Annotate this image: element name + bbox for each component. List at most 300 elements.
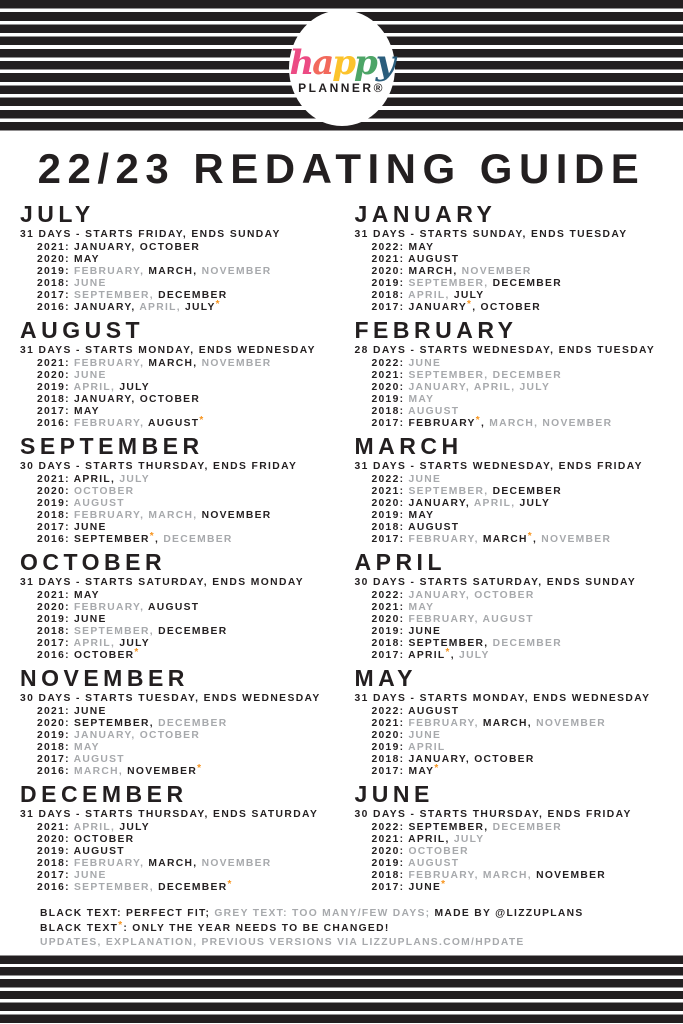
- comma: ,: [131, 394, 140, 405]
- year-label: 2017:: [37, 290, 74, 301]
- year-label: 2020:: [371, 382, 409, 393]
- month-subtitle: 31 DAYS - STARTS WEDNESDAY, ENDS FRIDAY: [354, 461, 643, 472]
- logo-letter: a: [312, 43, 333, 83]
- comma: ,: [474, 870, 483, 881]
- month-entry: APRIL: [73, 638, 112, 649]
- year-label: 2018:: [37, 742, 74, 753]
- year-label: 2020:: [37, 254, 74, 265]
- year-row: [355, 754, 676, 766]
- comma: ,: [450, 650, 460, 661]
- year-label: 2018:: [37, 626, 74, 637]
- year-row: [20, 846, 341, 858]
- month-section-august: [20, 318, 341, 430]
- month-entry: AUGUST: [408, 406, 460, 417]
- month-entry: NOVEMBER: [542, 418, 613, 429]
- comma: ,: [484, 486, 493, 497]
- year-row: [20, 278, 341, 290]
- month-entry: OCTOBER: [474, 754, 535, 765]
- comma: ,: [465, 590, 475, 601]
- right-column: [355, 202, 676, 898]
- year-label: 2021:: [37, 358, 74, 369]
- year-row: [355, 614, 676, 626]
- month-entry: JUNE: [408, 358, 442, 369]
- month-entry: SEPTEMBER: [408, 278, 485, 289]
- year-row: [355, 846, 676, 858]
- month-entry: MAY: [74, 254, 100, 265]
- month-entry: OCTOBER: [408, 846, 469, 857]
- year-label: 2019:: [37, 846, 74, 857]
- month-entry: MAY: [408, 602, 435, 613]
- year-row: [355, 822, 676, 834]
- month-subtitle: 31 DAYS - STARTS SATURDAY, ENDS MONDAY: [20, 577, 304, 588]
- year-row: [355, 763, 676, 778]
- year-label: 2020:: [37, 718, 74, 729]
- happy-planner-logo: [289, 10, 395, 126]
- comma: ,: [154, 534, 164, 545]
- month-subtitle: 30 DAYS - STARTS THURSDAY, ENDS FRIDAY: [20, 461, 298, 472]
- year-row: [20, 822, 341, 834]
- year-row: [355, 242, 676, 254]
- year-label: 2017:: [371, 302, 409, 313]
- changed-year-star: *: [441, 879, 447, 890]
- month-entry: NOVEMBER: [541, 534, 612, 545]
- year-row: [355, 510, 676, 522]
- month-entry: APRIL: [73, 822, 112, 833]
- year-row: [355, 474, 676, 486]
- changed-year-star: *: [134, 647, 140, 658]
- month-entry: APRIL: [408, 290, 446, 301]
- comma: ,: [534, 418, 543, 429]
- month-entry: MARCH: [148, 858, 194, 869]
- comma: ,: [149, 290, 159, 301]
- month-entry: JULY: [185, 302, 216, 313]
- month-heading: AUGUST: [20, 317, 145, 343]
- month-entry: JANUARY: [408, 498, 466, 509]
- year-row: [20, 590, 341, 602]
- month-entry: JUNE: [408, 474, 442, 485]
- month-entry: DECEMBER: [492, 638, 562, 649]
- month-subtitle: 31 DAYS - STARTS SUNDAY, ENDS TUESDAY: [354, 229, 628, 240]
- year-label: 2017:: [371, 882, 409, 893]
- month-heading: MAY: [354, 665, 417, 691]
- comma: ,: [465, 382, 474, 393]
- month-entry: NOVEMBER: [536, 870, 606, 881]
- year-row: [20, 498, 341, 510]
- year-label: 2019:: [37, 382, 74, 393]
- year-label: 2016:: [37, 418, 74, 429]
- year-label: 2016:: [37, 650, 74, 661]
- changed-year-star: *: [475, 415, 481, 426]
- month-entry: JUNE: [408, 882, 442, 893]
- month-subtitle: 31 DAYS - STARTS THURSDAY, ENDS SATURDAY: [20, 809, 319, 820]
- year-label: 2016:: [37, 534, 74, 545]
- month-entry: FEBRUARY: [408, 718, 475, 729]
- year-row: [355, 486, 676, 498]
- month-entry: JANUARY: [408, 302, 467, 313]
- month-entry: DECEMBER: [163, 534, 233, 545]
- year-row: [20, 647, 341, 662]
- month-section-october: [20, 550, 341, 662]
- year-row: [20, 754, 341, 766]
- month-entry: NOVEMBER: [201, 358, 272, 369]
- year-row: [355, 394, 676, 406]
- month-entry: JANUARY: [408, 382, 466, 393]
- year-label: 2020:: [371, 846, 409, 857]
- year-row: [20, 415, 341, 430]
- changed-year-star: *: [199, 415, 205, 426]
- month-heading: OCTOBER: [20, 549, 167, 575]
- month-entry: NOVEMBER: [201, 858, 272, 869]
- legend-segment: UPDATES, EXPLANATION, PREVIOUS VERSIONS VIA LIZZUPLANS.COM/HPDATE: [40, 937, 525, 948]
- year-row: [355, 370, 676, 382]
- month-entry: MAY: [408, 394, 435, 405]
- month-section-july: [20, 202, 341, 314]
- month-entry: AUGUST: [73, 498, 125, 509]
- logo-happy-script: [289, 43, 394, 83]
- month-entry: APRIL: [473, 382, 512, 393]
- month-entry: OCTOBER: [139, 242, 201, 253]
- year-label: 2017:: [37, 522, 74, 533]
- changed-year-star: *: [149, 531, 155, 542]
- year-label: 2019:: [371, 626, 409, 637]
- year-row: [20, 638, 341, 650]
- year-row: [20, 510, 341, 522]
- month-entry: AUGUST: [73, 846, 125, 857]
- month-entry: NOVEMBER: [127, 766, 198, 777]
- month-heading: FEBRUARY: [354, 317, 518, 343]
- year-row: [20, 522, 341, 534]
- year-label: 2021:: [371, 718, 409, 729]
- year-label: 2019:: [37, 730, 74, 741]
- year-label: 2017:: [37, 638, 74, 649]
- year-label: 2018:: [37, 394, 74, 405]
- month-entry: OCTOBER: [474, 590, 535, 601]
- month-entry: JULY: [519, 382, 551, 393]
- month-heading: MARCH: [354, 433, 463, 459]
- year-label: 2017:: [371, 418, 409, 429]
- year-row: [355, 358, 676, 370]
- year-row: [20, 870, 341, 882]
- month-entry: DECEMBER: [492, 370, 562, 381]
- month-entry: OCTOBER: [74, 834, 135, 845]
- year-row: [355, 590, 676, 602]
- month-entry: DECEMBER: [492, 822, 562, 833]
- year-row: [355, 266, 676, 278]
- year-row: [355, 706, 676, 718]
- month-entry: DECEMBER: [492, 486, 562, 497]
- year-row: [355, 638, 676, 650]
- comma: ,: [465, 498, 474, 509]
- year-row: [20, 531, 341, 546]
- year-row: [355, 406, 676, 418]
- striped-banner-bottom: [0, 952, 683, 1024]
- logo-letter: p: [332, 43, 354, 83]
- month-heading: JUNE: [354, 781, 434, 807]
- month-entry: APRIL: [408, 650, 446, 661]
- month-entry: AUGUST: [408, 706, 460, 717]
- year-label: 2021:: [371, 486, 409, 497]
- month-entry: NOVEMBER: [201, 510, 272, 521]
- month-entry: MAY: [74, 406, 100, 417]
- year-label: 2022:: [371, 822, 409, 833]
- year-row: [20, 486, 341, 498]
- year-row: [20, 382, 341, 394]
- legend-star: *: [118, 919, 124, 931]
- month-entry: NOVEMBER: [201, 266, 272, 277]
- month-entry: SEPTEMBER: [74, 534, 150, 545]
- month-subtitle: 28 DAYS - STARTS WEDNESDAY, ENDS TUESDAY: [354, 345, 656, 356]
- comma: ,: [193, 266, 202, 277]
- year-label: 2021:: [37, 474, 74, 485]
- year-label: 2017:: [371, 766, 409, 777]
- legend-segment: MADE BY @LIZZUPLANS: [434, 908, 584, 919]
- legend-segment: BLACK TEXT: PERFECT FIT;: [40, 908, 215, 919]
- year-row: [355, 498, 676, 510]
- logo-letter: p: [354, 43, 376, 83]
- legend-segment: BLACK TEXT: [40, 922, 119, 934]
- comma: ,: [140, 510, 149, 521]
- month-entry: MARCH: [482, 870, 528, 881]
- month-entry: DECEMBER: [158, 626, 228, 637]
- year-label: 2021:: [371, 834, 409, 845]
- comma: ,: [140, 602, 149, 613]
- year-label: 2021:: [371, 254, 409, 265]
- month-entry: NOVEMBER: [536, 718, 606, 729]
- year-label: 2016:: [37, 882, 74, 893]
- year-label: 2018:: [371, 522, 409, 533]
- year-row: [20, 394, 341, 406]
- month-entry: AUGUST: [482, 614, 534, 625]
- year-label: 2022:: [371, 474, 409, 485]
- year-label: 2020:: [37, 486, 74, 497]
- year-row: [355, 858, 676, 870]
- year-label: 2019:: [37, 614, 74, 625]
- comma: ,: [149, 626, 159, 637]
- year-label: 2021:: [371, 602, 409, 613]
- year-row: [20, 614, 341, 626]
- comma: ,: [111, 638, 120, 649]
- year-label: 2017:: [371, 534, 409, 545]
- year-row: [20, 254, 341, 266]
- year-row: [355, 299, 676, 314]
- month-entry: MARCH: [482, 534, 528, 545]
- comma: ,: [527, 870, 537, 881]
- comma: ,: [131, 730, 140, 741]
- month-entry: AUGUST: [408, 254, 460, 265]
- month-heading: SEPTEMBER: [20, 433, 204, 459]
- month-entry: FEBRUARY: [74, 858, 141, 869]
- month-entry: JULY: [453, 290, 485, 301]
- year-label: 2020:: [37, 370, 74, 381]
- month-entry: MAY: [408, 242, 435, 253]
- year-label: 2019:: [37, 498, 74, 509]
- year-label: 2020:: [371, 266, 409, 277]
- year-row: [20, 299, 341, 314]
- comma: ,: [511, 382, 520, 393]
- legend-line: [40, 907, 683, 922]
- month-entry: FEBRUARY: [408, 534, 475, 545]
- comma: ,: [445, 834, 454, 845]
- year-label: 2018:: [37, 278, 74, 289]
- month-section-september: [20, 434, 341, 546]
- year-row: [355, 415, 676, 430]
- month-entry: JULY: [119, 822, 150, 833]
- changed-year-star: *: [197, 763, 203, 774]
- comma: ,: [149, 718, 159, 729]
- year-label: 2020:: [371, 730, 409, 741]
- comma: ,: [484, 370, 493, 381]
- year-label: 2018:: [371, 406, 409, 417]
- year-row: [20, 834, 341, 846]
- month-entry: JULY: [453, 834, 485, 845]
- month-entry: OCTOBER: [480, 302, 541, 313]
- comma: ,: [176, 302, 186, 313]
- month-entry: MAY: [74, 742, 100, 753]
- comma: ,: [472, 302, 481, 313]
- year-row: [355, 730, 676, 742]
- year-label: 2020:: [37, 602, 74, 613]
- month-entry: APRIL: [73, 474, 112, 485]
- year-label: 2016:: [37, 766, 74, 777]
- legend-footer: [0, 898, 683, 951]
- month-heading: JULY: [20, 201, 95, 227]
- year-label: 2019:: [371, 742, 409, 753]
- year-label: 2017:: [371, 650, 409, 661]
- logo-letter: y: [375, 43, 394, 83]
- guide-columns: [0, 192, 683, 898]
- year-row: [20, 406, 341, 418]
- comma: ,: [445, 290, 454, 301]
- month-entry: MARCH: [408, 266, 454, 277]
- month-entry: SEPTEMBER: [74, 718, 150, 729]
- year-label: 2018:: [371, 754, 409, 765]
- month-entry: JANUARY: [408, 590, 466, 601]
- changed-year-star: *: [215, 299, 221, 310]
- year-label: 2017:: [37, 870, 74, 881]
- year-row: [355, 382, 676, 394]
- month-subtitle: 30 DAYS - STARTS THURSDAY, ENDS FRIDAY: [354, 809, 632, 820]
- month-entry: SEPTEMBER: [74, 290, 150, 301]
- month-entry: MARCH: [74, 766, 119, 777]
- comma: ,: [474, 534, 483, 545]
- year-label: 2020:: [371, 498, 409, 509]
- year-label: 2022:: [371, 358, 409, 369]
- year-row: [20, 718, 341, 730]
- year-row: [355, 626, 676, 638]
- month-entry: JANUARY: [408, 754, 466, 765]
- year-label: 2017:: [37, 754, 74, 765]
- month-entry: JULY: [119, 638, 150, 649]
- month-entry: FEBRUARY: [74, 602, 141, 613]
- year-label: 2019:: [371, 510, 409, 521]
- comma: ,: [480, 418, 490, 429]
- month-entry: JANUARY: [74, 730, 132, 741]
- comma: ,: [140, 418, 149, 429]
- year-row: [355, 647, 676, 662]
- month-entry: APRIL: [73, 382, 112, 393]
- month-entry: FEBRUARY: [74, 510, 141, 521]
- month-entry: JUNE: [74, 614, 107, 625]
- month-entry: JUNE: [74, 870, 107, 881]
- month-entry: APRIL: [408, 834, 446, 845]
- month-entry: MARCH: [148, 358, 194, 369]
- month-entry: JUNE: [74, 706, 107, 717]
- comma: ,: [140, 266, 149, 277]
- month-entry: SEPTEMBER: [408, 822, 485, 833]
- month-section-june: [355, 782, 676, 894]
- month-entry: SEPTEMBER: [408, 486, 485, 497]
- year-row: [20, 358, 341, 370]
- year-label: 2017:: [37, 406, 74, 417]
- month-heading: DECEMBER: [20, 781, 188, 807]
- year-label: 2019:: [371, 858, 409, 869]
- comma: ,: [527, 718, 537, 729]
- changed-year-star: *: [527, 531, 533, 542]
- month-entry: DECEMBER: [158, 290, 228, 301]
- month-entry: FEBRUARY: [74, 358, 141, 369]
- legend-line: [40, 919, 683, 937]
- month-entry: APRIL: [408, 742, 446, 753]
- year-row: [20, 602, 341, 614]
- comma: ,: [111, 822, 120, 833]
- year-row: [355, 879, 676, 894]
- comma: ,: [453, 266, 462, 277]
- year-row: [355, 870, 676, 882]
- year-label: 2022:: [371, 590, 409, 601]
- month-entry: JULY: [519, 498, 551, 509]
- year-row: [355, 718, 676, 730]
- month-entry: JANUARY: [74, 394, 132, 405]
- page-title: 22/23 REDATING GUIDE: [37, 145, 646, 192]
- legend-segment: : ONLY THE YEAR NEEDS TO BE CHANGED!: [123, 922, 390, 934]
- year-row: [20, 626, 341, 638]
- month-section-november: [20, 666, 341, 778]
- month-entry: OCTOBER: [139, 394, 201, 405]
- year-label: 2021:: [37, 242, 74, 253]
- year-row: [355, 254, 676, 266]
- month-entry: SEPTEMBER: [74, 882, 150, 893]
- month-entry: OCTOBER: [74, 650, 135, 661]
- month-entry: DECEMBER: [492, 278, 562, 289]
- year-label: 2018:: [37, 858, 74, 869]
- month-entry: MARCH: [482, 718, 528, 729]
- month-entry: JANUARY: [74, 242, 132, 253]
- changed-year-star: *: [227, 879, 233, 890]
- month-entry: JULY: [119, 474, 150, 485]
- comma: ,: [193, 858, 202, 869]
- changed-year-star: *: [445, 647, 451, 658]
- year-row: [20, 706, 341, 718]
- month-entry: FEBRUARY: [74, 266, 141, 277]
- month-entry: DECEMBER: [158, 718, 228, 729]
- year-row: [20, 858, 341, 870]
- year-label: 2018:: [371, 290, 409, 301]
- comma: ,: [532, 534, 542, 545]
- year-row: [355, 742, 676, 754]
- comma: ,: [118, 766, 128, 777]
- month-entry: JULY: [119, 382, 150, 393]
- month-entry: JUNE: [408, 730, 442, 741]
- comma: ,: [484, 638, 493, 649]
- changed-year-star: *: [467, 299, 473, 310]
- comma: ,: [484, 822, 493, 833]
- year-label: 2022:: [371, 242, 409, 253]
- year-label: 2018:: [371, 638, 409, 649]
- month-entry: MAY: [408, 510, 435, 521]
- month-subtitle: 31 DAYS - STARTS MONDAY, ENDS WEDNESDAY: [354, 693, 651, 704]
- year-label: 2021:: [37, 822, 74, 833]
- year-label: 2020:: [37, 834, 74, 845]
